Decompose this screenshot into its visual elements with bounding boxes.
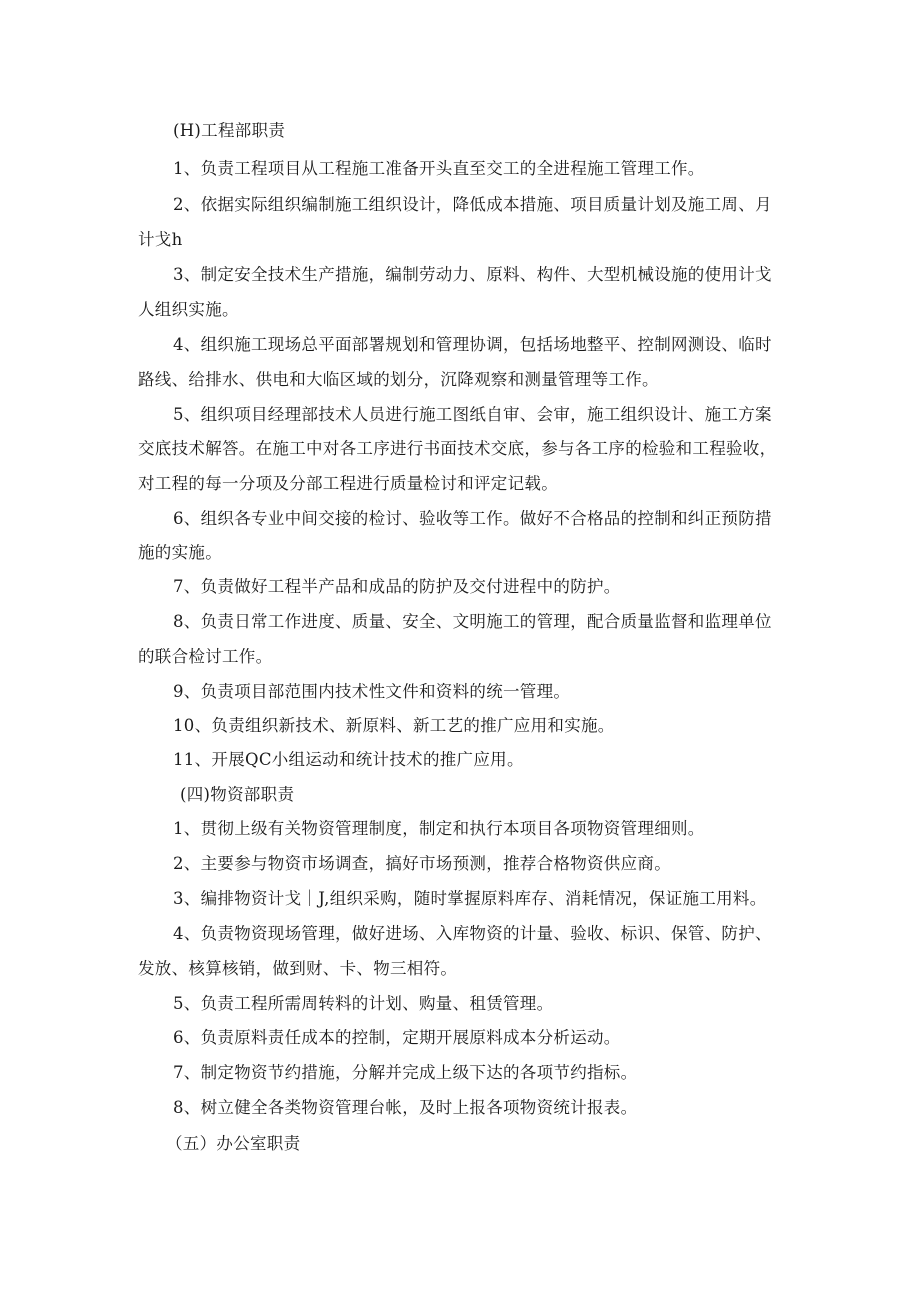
section-heading-engineering: (H)工程部职责 (173, 121, 286, 140)
paragraph-line: 对工程的每一分项及分部工程进行质量检讨和评定记载。 (138, 474, 558, 493)
paragraph-line: 5、负责工程所需周转料的计划、购量、租赁管理。 (173, 994, 554, 1013)
paragraph-line: 2、主要参与物资市场调查，搞好市场预测，推荐合格物资供应商。 (173, 854, 671, 873)
paragraph-line: 3、编排物资计戈｜J,组织采购，随时掌握原料库存、消耗情况，保证施工用料。 (173, 889, 767, 908)
paragraph-line: 7、负责做好工程半产品和成品的防护及交付进程中的防护。 (173, 577, 621, 596)
paragraph-line: 发放、核算核销，做到财、卡、物三相符。 (138, 959, 458, 978)
section-heading-materials: (四)物资部职责 (180, 785, 295, 804)
section-heading-office: （五）办公室职责 (166, 1134, 301, 1153)
paragraph-line: 5、组织项目经理部技术人员进行施工图纸自审、会审，施工组织设计、施工方案 (173, 405, 772, 424)
paragraph-line: 6、组织各专业中间交接的检讨、验收等工作。做好不合格品的控制和纠正预防措 (173, 509, 772, 528)
paragraph-line: 人组织实施。 (138, 300, 239, 319)
paragraph-line: 4、负责物资现场管理，做好进场、入库物资的计量、验收、标识、保管、防护、 (173, 924, 772, 943)
paragraph-line: 10、负责组织新技术、新原料、新工艺的推广应用和实施。 (173, 716, 615, 735)
paragraph-line: 施的实施。 (138, 543, 222, 562)
paragraph-line: 交底技术解答。在施工中对各工序进行书面技术交底，参与各工序的检验和工程验收， (138, 439, 777, 458)
paragraph-line: 1、负责工程项目从工程施工准备开头直至交工的全进程施工管理工作。 (173, 159, 705, 178)
paragraph-line: 2、依据实际组织编制施工组织设计，降低成本措施、项目质量计划及施工周、月 (173, 195, 772, 214)
paragraph-line: 3、制定安全技术生产措施，编制劳动力、原料、构件、大型机械设施的使用计戈 (173, 265, 772, 284)
paragraph-line: 路线、给排水、供电和大临区域的划分，沉降观察和测量管理等工作。 (138, 370, 659, 389)
paragraph-line: 4、组织施工现场总平面部署规划和管理协调，包括场地整平、控制网测设、临时 (173, 335, 772, 354)
paragraph-line: 7、制定物资节约措施，分解并完成上级下达的各项节约指标。 (173, 1063, 638, 1082)
paragraph-line: 6、负责原料责任成本的控制，定期开展原料成本分析运动。 (173, 1028, 621, 1047)
paragraph-line: 9、负责项目部范围内技术性文件和资料的统一管理。 (173, 682, 571, 701)
paragraph-line: 8、树立健全各类物资管理台帐，及时上报各项物资统计报表。 (173, 1098, 638, 1117)
paragraph-line: 11、开展QC小组运动和统计技术的推广应用。 (173, 750, 524, 769)
paragraph-line: 的联合检讨工作。 (138, 647, 273, 666)
paragraph-line: 1、贯彻上级有关物资管理制度，制定和执行本项目各项物资管理细则。 (173, 819, 705, 838)
paragraph-line: 8、负责日常工作进度、质量、安全、文明施工的管理，配合质量监督和监理单位 (173, 612, 772, 631)
paragraph-line: 计戈h (138, 230, 183, 249)
